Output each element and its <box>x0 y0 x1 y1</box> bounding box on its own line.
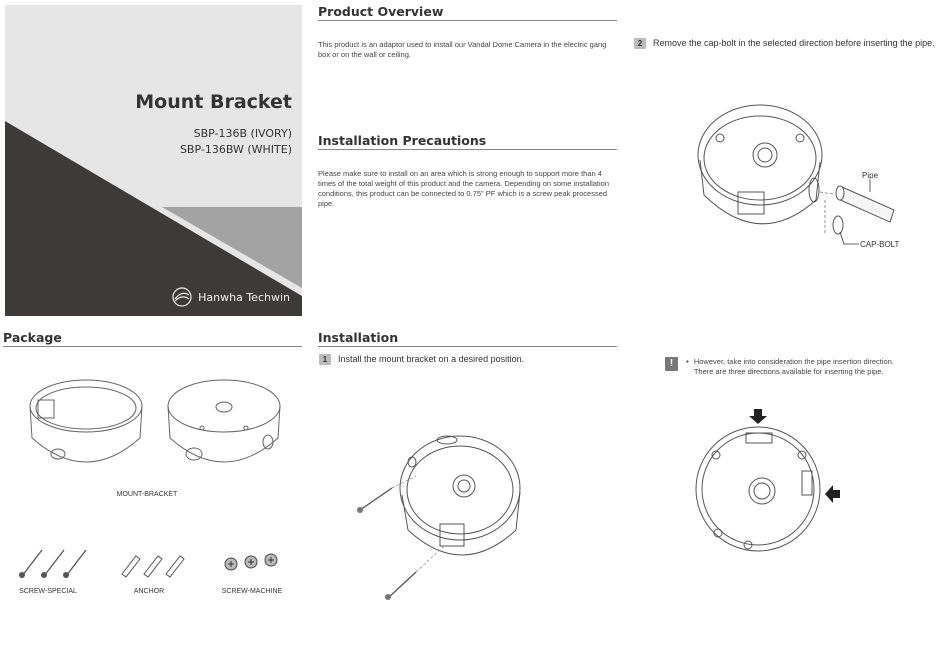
arrow-down-icon <box>749 409 767 424</box>
installation-heading: Installation <box>318 330 617 347</box>
product-overview-heading: Product Overview <box>318 4 617 21</box>
screw-machine-illustration <box>222 550 286 576</box>
screw-special-illustration <box>18 546 93 580</box>
hanwha-logo-icon <box>171 286 193 308</box>
model-white: SBP-136BW (WHITE) <box>179 143 292 156</box>
installation-precautions-heading: Installation Precautions <box>318 133 617 150</box>
mount-bracket-caption: MOUNT-BRACKET <box>116 491 178 498</box>
anchor-caption: ANCHOR <box>133 588 165 595</box>
product-overview-text: This product is an adaptor used to install our Vandal Dome Camera in the electric gang box or on the wall or ceiling. <box>318 40 607 59</box>
screw-special-caption: SCREW-SPECIAL <box>19 588 77 595</box>
step-1 <box>319 354 524 365</box>
warning-icon: ! <box>665 357 678 371</box>
brand-logo <box>171 286 290 308</box>
installation-precautions-text: Please make sure to install on an area which is strong enough to support more than 4 times of the total weight of this product and the camera. Depending on some installation conditions, this product can be connected to 0.75" PF which is a screw peak processed pipe. <box>318 169 610 208</box>
model-ivory: SBP-136B (IVORY) <box>193 127 292 140</box>
pipe-label: Pipe <box>862 171 879 180</box>
anchor-illustration <box>118 550 186 578</box>
note-line-2: There are three directions available for inserting the pipe. <box>693 367 884 376</box>
package-heading: Package <box>3 330 302 347</box>
cap-bolt-label: CAP-BOLT <box>860 240 900 249</box>
brand-name: Hanwha Techwin <box>198 290 290 304</box>
note-line-1: However, take into consideration the pipe insertion direction. <box>693 357 894 366</box>
arrow-left-icon <box>825 485 840 503</box>
bullet-icon: ▪ <box>686 357 689 366</box>
step-2 <box>634 38 935 49</box>
screw-machine-caption: SCREW-MACHINE <box>221 588 283 595</box>
cover-background <box>5 5 302 316</box>
step-1-text: Install the mount bracket on a desired position. <box>338 354 525 364</box>
pipe-direction-note <box>665 357 894 377</box>
mount-bracket-illustration <box>28 376 288 476</box>
cover-panel <box>5 5 302 316</box>
step-2-number: 2 <box>634 38 646 49</box>
product-title: Mount Bracket <box>135 91 292 113</box>
cap-bolt-removal-illustration <box>692 100 912 260</box>
pipe-direction-illustration <box>690 405 845 560</box>
step-1-number: 1 <box>319 354 331 365</box>
mount-bracket-installation-illustration <box>352 420 532 602</box>
step-2-text: Remove the cap-bolt in the selected direction before inserting the pipe. <box>653 38 935 48</box>
